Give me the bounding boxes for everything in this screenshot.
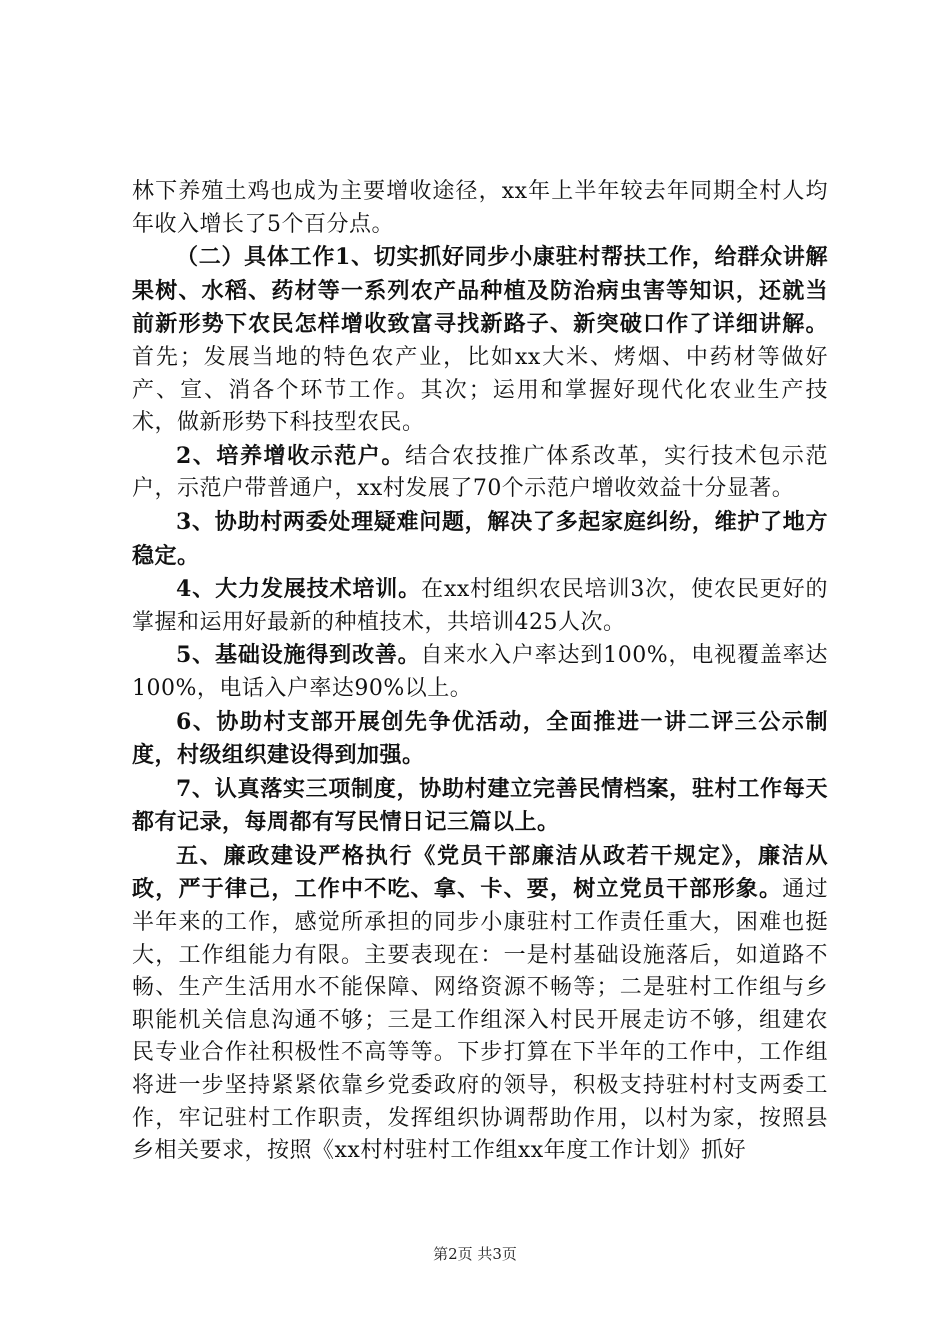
paragraph-6-heading: 5、基础设施得到改善。 (176, 642, 421, 669)
paragraph-2 (132, 241, 828, 440)
page-number-footer: 第2页 共3页 (433, 1245, 517, 1263)
paragraph-3-text: 结合农技推广体系改革，实行技术包示范户，示范户带普通户，xx村发展了70个示范户增收效益十分显著。 (132, 443, 828, 502)
paragraph-4-heading: 3、协助村两委处理疑难问题，解决了多起家庭纠纷，维护了地方稳定。 (132, 508, 828, 569)
paragraph-6 (132, 639, 828, 705)
document-body (132, 176, 828, 1168)
paragraph-8 (132, 773, 828, 840)
paragraph-3-heading: 2、培养增收示范户。 (176, 442, 405, 469)
paragraph-5-heading: 4、大力发展技术培训。 (176, 576, 422, 603)
paragraph-2-text: 首先；发展当地的特色农产业，比如xx大米、烤烟、中药材等做好产、宣、消各个环节工作。其次；运用和掌握好现代化农业生产技术，做新形势下科技型农民。 (132, 344, 828, 436)
paragraph-9-heading: 五、廉政建设严格执行《党员干部廉洁从政若干规定》，廉洁从政，严于律己，工作中不吃、拿、卡、要，树立党员干部形象。 (132, 842, 828, 903)
paragraph-7 (132, 706, 828, 773)
paragraph-9-text: 通过半年来的工作，感觉所承担的同步小康驻村工作责任重大，困难也挺大，工作组能力有限。主要表现在：一是村基础设施落后，如道路不畅、生产生活用水不能保障、网络资源不畅等；二是驻村工作组与乡职能机关信息沟通不够；三是工作组深入村民开展走访不够，组建农民专业合作社积极性不高等等。下步打算在下半年的工作中，工作组将进一步坚持紧紧依靠乡党委政府的领导，积极支持驻村村支两委工作，牢记驻村工作职责，发挥组织协调帮助作用，以村为家，按照县乡相关要求，按照《xx村村驻村工作组xx年度工作计划》抓好 (132, 877, 828, 1164)
paragraph-4 (132, 506, 828, 573)
paragraph-9 (132, 840, 828, 1168)
paragraph-2-heading: （二）具体工作1、切实抓好同步小康驻村帮扶工作，给群众讲解果树、水稻、药材等一系列农产品种植及防治病虫害等知识，还就当前新形势下农民怎样增收致富寻找新路子、新突破口作了详细讲解。 (132, 244, 828, 338)
paragraph-1 (132, 176, 828, 241)
paragraph-6-text: 自来水入户率达到100%，电视覆盖率达100%，电话入户率达90%以上。 (132, 643, 828, 701)
paragraph-7-heading: 6、协助村支部开展创先争优活动，全面推进一讲二评三公示制度，村级组织建设得到加强。 (132, 708, 828, 769)
paragraph-5-text: 在xx村组织农民培训3次，使农民更好的掌握和运用好最新的种植技术，共培训425人次。 (132, 577, 828, 635)
paragraph-1-text: 林下养殖土鸡也成为主要增收途径，xx年上半年较去年同期全村人均年收入增长了5个百分点。 (132, 179, 828, 237)
paragraph-5 (132, 573, 828, 639)
paragraph-3 (132, 440, 828, 506)
paragraph-8-heading: 7、认真落实三项制度，协助村建立完善民情档案，驻村工作每天都有记录，每周都有写民情日记三篇以上。 (132, 775, 828, 836)
